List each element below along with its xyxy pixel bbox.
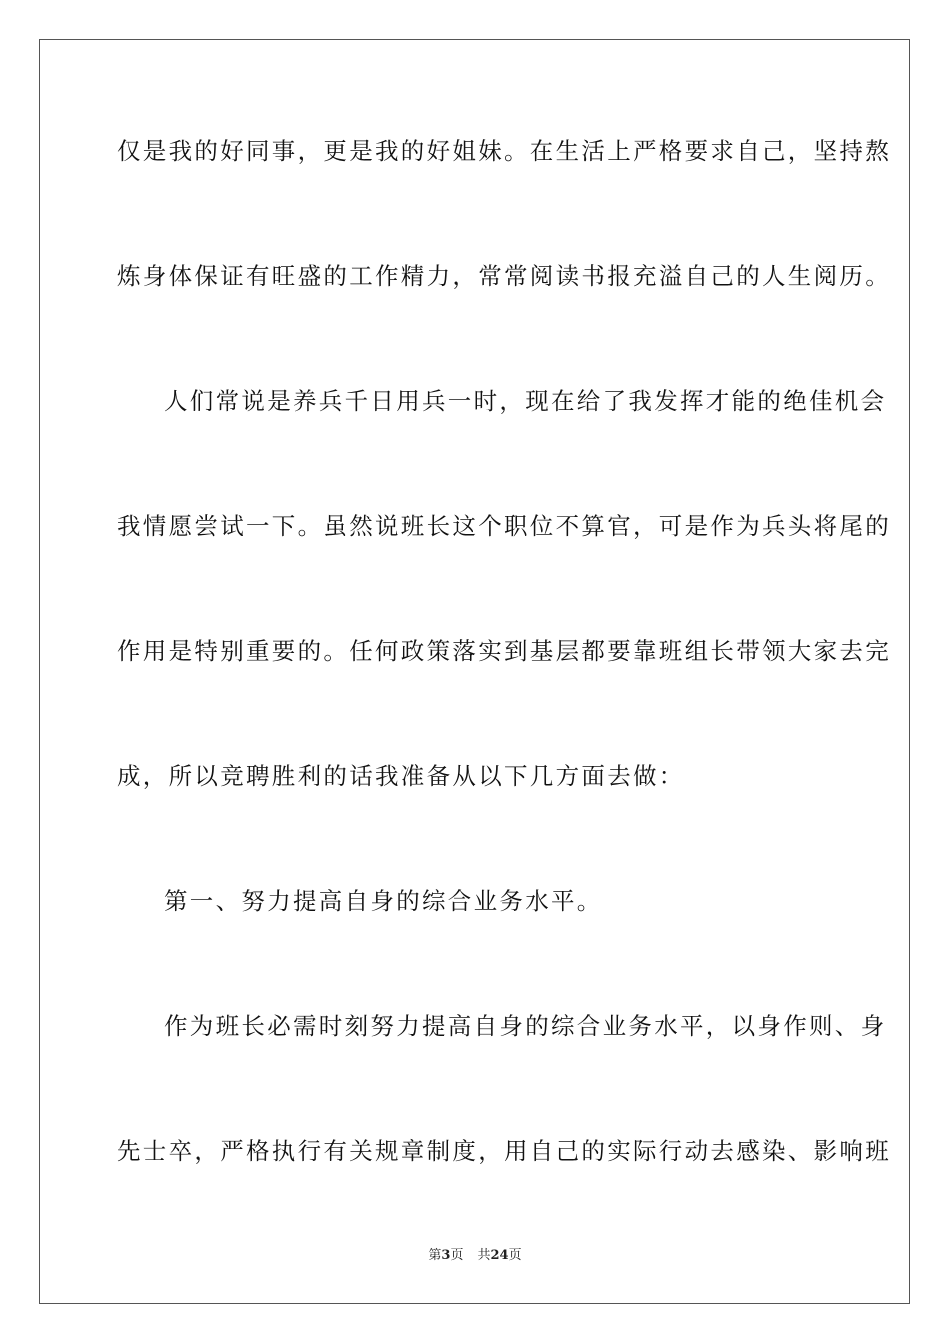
body-line-3: 人们常说是养兵千日用兵一时，现在给了我发挥才能的绝佳机会	[164, 387, 887, 415]
body-line-5: 作用是特别重要的。任何政策落实到基层都要靠班组长带领大家去完	[117, 637, 891, 665]
page-border	[39, 39, 910, 1304]
page-suffix: 页	[450, 1248, 464, 1263]
body-line-8: 作为班长必需时刻努力提高自身的综合业务水平，以身作则、身	[164, 1012, 887, 1040]
body-line-4: 我情愿尝试一下。虽然说班长这个职位不算官，可是作为兵头将尾的	[117, 512, 891, 540]
total-prefix: 共	[477, 1248, 491, 1263]
body-line-7: 第一、努力提高自身的综合业务水平。	[164, 887, 603, 915]
body-line-1: 仅是我的好同事，更是我的好姐妹。在生活上严格要求自己，坚持熬	[117, 137, 891, 165]
body-line-9: 先士卒，严格执行有关规章制度，用自己的实际行动去感染、影响班	[117, 1137, 891, 1165]
page-prefix: 第	[428, 1248, 442, 1263]
page-number: 3	[441, 1248, 451, 1263]
body-line-6: 成，所以竞聘胜利的话我准备从以下几方面去做：	[117, 762, 685, 790]
total-suffix: 页	[508, 1248, 522, 1263]
body-line-2: 炼身体保证有旺盛的工作精力，常常阅读书报充溢自己的人生阅历。	[117, 262, 891, 290]
page-footer	[0, 1247, 950, 1265]
total-pages: 24	[490, 1248, 509, 1263]
